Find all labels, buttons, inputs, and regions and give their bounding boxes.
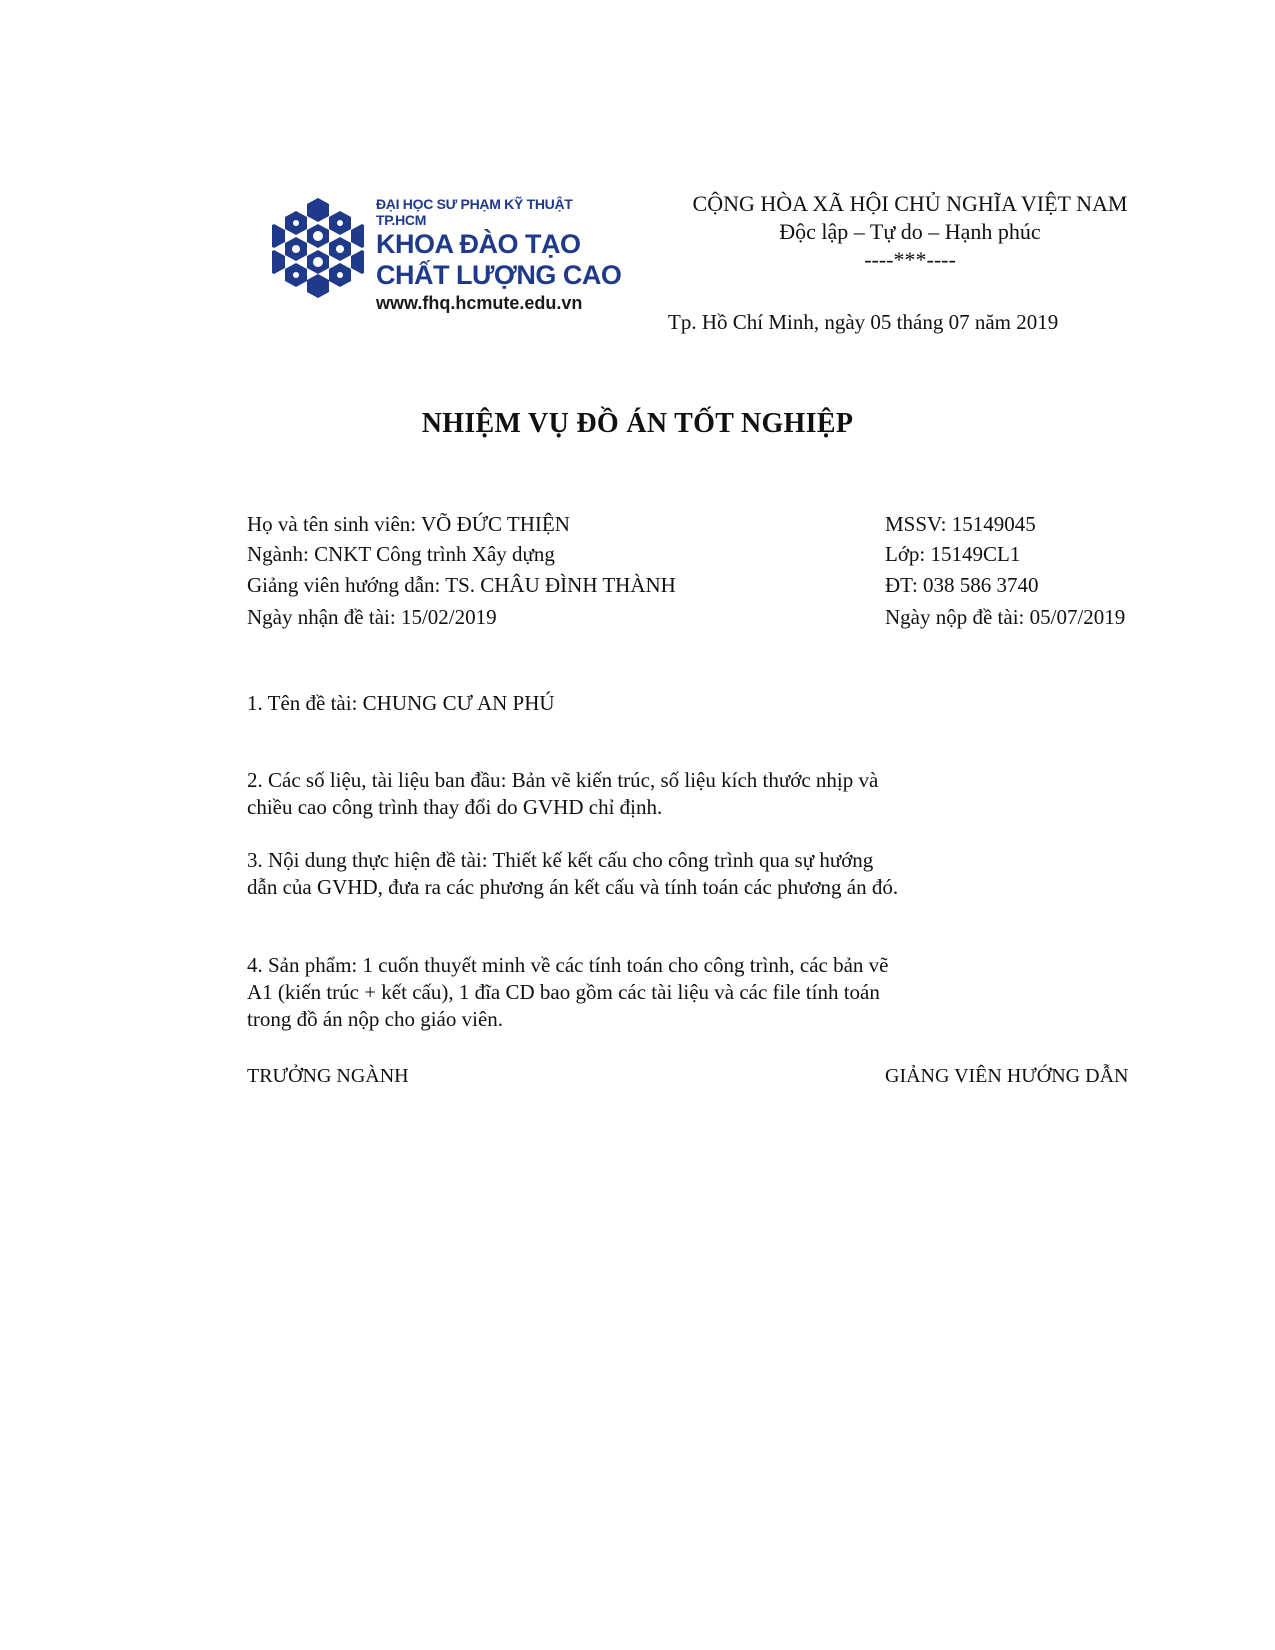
received-date: Ngày nhận đề tài: 15/02/2019 xyxy=(247,605,497,629)
country-name: CỘNG HÒA XÃ HỘI CHỦ NGHĨA VIỆT NAM xyxy=(692,191,1128,216)
student-name: Họ và tên sinh viên: VÕ ĐỨC THIỆN xyxy=(247,512,570,536)
major: Ngành: CNKT Công trình Xây dựng xyxy=(247,542,555,566)
student-id: MSSV: 15149045 xyxy=(885,512,1036,536)
header-separator: ----***---- xyxy=(864,247,956,272)
submitted-date: Ngày nộp đề tài: 05/07/2019 xyxy=(885,605,1126,629)
logo-website: www.fhq.hcmute.edu.vn xyxy=(376,293,583,313)
hexagon-cluster-icon xyxy=(272,196,364,298)
logo-faculty-line1: KHOA ĐÀO TẠO xyxy=(376,229,581,259)
signature-head-of-major: TRƯỞNG NGÀNH xyxy=(247,1065,409,1087)
section-4: 4. Sản phẩm: 1 cuốn thuyết minh về các tính toán cho công trình, các bản vẽ A1 (kiến trúc + kết cấu), 1 đĩa CD bao gồm các tài liệu và các file tính toán trong đồ án nộp cho giáo viên. xyxy=(247,953,889,1031)
national-motto: Độc lập – Tự do – Hạnh phúc xyxy=(779,219,1041,244)
logo-university: ĐẠI HỌC SƯ PHẠM KỸ THUẬT TP.HCM xyxy=(376,196,573,228)
section-1: 1. Tên đề tài: CHUNG CƯ AN PHÚ xyxy=(247,691,555,715)
class-code: Lớp: 15149CL1 xyxy=(885,542,1021,566)
date-line: Tp. Hồ Chí Minh, ngày 05 tháng 07 năm 2019 xyxy=(668,310,1059,334)
signature-advisor: GIẢNG VIÊN HƯỚNG DẪN xyxy=(885,1065,1129,1087)
section-2: 2. Các số liệu, tài liệu ban đầu: Bản vẽ kiến trúc, số liệu kích thước nhịp và chiều cao công trình thay đổi do GVHD chỉ định. xyxy=(247,768,879,819)
logo-text xyxy=(376,190,622,314)
advisor: Giảng viên hướng dẫn: TS. CHÂU ĐÌNH THÀNH xyxy=(247,573,676,597)
advisor-phone: ĐT: 038 586 3740 xyxy=(885,573,1039,597)
national-header xyxy=(640,190,1180,274)
logo-faculty-line2: CHẤT LƯỢNG CAO xyxy=(376,260,622,290)
faculty-logo xyxy=(272,190,622,313)
section-3: 3. Nội dung thực hiện đề tài: Thiết kế kết cấu cho công trình qua sự hướng dẫn của GVHD, đưa ra các phương án kết cấu và tính toán các phương án đó. xyxy=(247,848,899,899)
document-title: NHIỆM VỤ ĐỒ ÁN TỐT NGHIỆP xyxy=(421,408,854,439)
